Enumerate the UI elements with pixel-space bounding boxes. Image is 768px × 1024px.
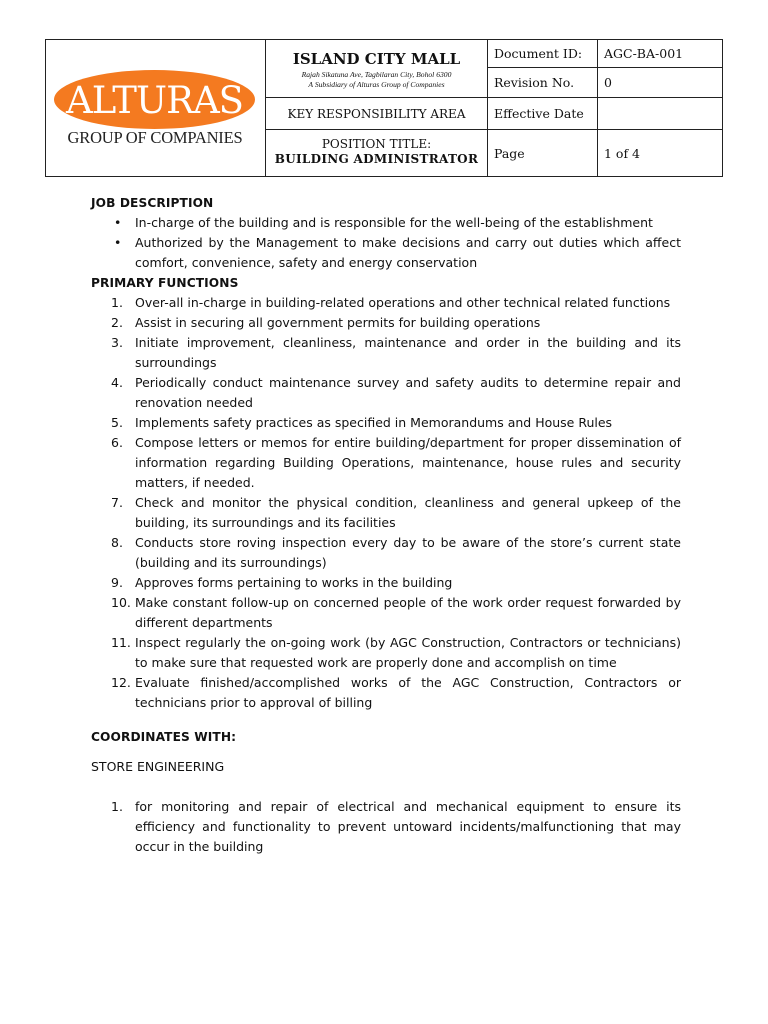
revision-value: 0 bbox=[598, 68, 723, 98]
position-title: BUILDING ADMINISTRATOR bbox=[274, 152, 479, 166]
coordinates-heading: COORDINATES WITH: bbox=[91, 730, 237, 744]
list-item: 9. Approves forms pertaining to works in the building bbox=[111, 575, 453, 590]
document-body bbox=[91, 193, 681, 857]
effective-date-value bbox=[598, 98, 723, 130]
primary-functions-heading: PRIMARY FUNCTIONS bbox=[91, 276, 239, 290]
page-value: 1 of 4 bbox=[604, 145, 641, 161]
list-item: 12. Evaluate finished/accomplished works of the AGC Construction, Contractors or technicians prior to approval of billing bbox=[111, 675, 681, 710]
list-item: 6. Compose letters or memos for entire building/department for proper dissemination of information regarding Building Operations, maintenance, house rules and security matters, if needed. bbox=[111, 435, 681, 490]
document-header-table bbox=[45, 39, 723, 177]
company-logo bbox=[46, 40, 266, 176]
list-item: 4. Periodically conduct maintenance survey and safety audits to determine repair and renovation needed bbox=[111, 375, 681, 410]
coordinates-list bbox=[91, 797, 681, 857]
list-item: 8. Conducts store roving inspection every day to be aware of the store’s current state (building and its surroundings) bbox=[111, 535, 681, 570]
logo-text: ALTURAS bbox=[65, 79, 244, 122]
mall-title-cell bbox=[266, 40, 488, 98]
list-item: 5. Implements safety practices as specified in Memorandums and House Rules bbox=[111, 415, 613, 430]
kra-text: KEY RESPONSIBILITY AREA bbox=[287, 106, 466, 121]
logo-oval bbox=[54, 70, 255, 129]
subsidiary-note: A Subsidiary of Alturas Group of Companies bbox=[308, 80, 445, 89]
list-item: • In-charge of the building and is responsible for the well-being of the establishment bbox=[91, 213, 681, 233]
effective-date-label: Effective Date bbox=[488, 98, 598, 130]
document-id-label: Document ID: bbox=[488, 40, 598, 68]
list-item: 7. Check and monitor the physical condition, cleanliness and general upkeep of the building, its surroundings and its facilities bbox=[111, 495, 681, 530]
list-item: 11. Inspect regularly the on-going work (by AGC Construction, Contractors or technicians) to make sure that requested work are properly done and accomplish on time bbox=[111, 635, 681, 670]
list-item: 1. Over-all in-charge in building-related operations and other technical related functions bbox=[111, 295, 671, 310]
position-cell bbox=[266, 130, 488, 176]
list-item: 2. Assist in securing all government permits for building operations bbox=[111, 315, 541, 330]
mall-address: Rajah Sikatuna Ave, Tagbilaran City, Bohol 6300 bbox=[301, 70, 452, 79]
job-description-list bbox=[91, 213, 681, 273]
revision-label: Revision No. bbox=[488, 68, 598, 98]
page-label: Page bbox=[488, 130, 598, 176]
position-label: POSITION TITLE: bbox=[321, 137, 432, 151]
mall-name: ISLAND CITY MALL bbox=[292, 50, 461, 68]
list-item: 3. Initiate improvement, cleanliness, maintenance and order in the building and its surroundings bbox=[111, 335, 681, 370]
document-id-value: AGC-BA-001 bbox=[598, 40, 723, 68]
primary-functions-list bbox=[91, 293, 681, 713]
list-item: 10. Make constant follow-up on concerned people of the work order request forwarded by different departments bbox=[111, 595, 681, 630]
list-item: 1. for monitoring and repair of electrical and mechanical equipment to ensure its efficiency and functionality to prevent untoward incidents/malfunctioning that may occur in the building bbox=[111, 799, 681, 854]
job-description-heading: JOB DESCRIPTION bbox=[91, 196, 214, 210]
logo-subtitle: GROUP OF COMPANIES bbox=[67, 128, 243, 147]
kra-cell bbox=[266, 98, 488, 130]
list-item: • Authorized by the Management to make decisions and carry out duties which affect comfort, convenience, safety and energy conservation bbox=[91, 233, 681, 273]
store-engineering-subheading: STORE ENGINEERING bbox=[91, 759, 225, 774]
